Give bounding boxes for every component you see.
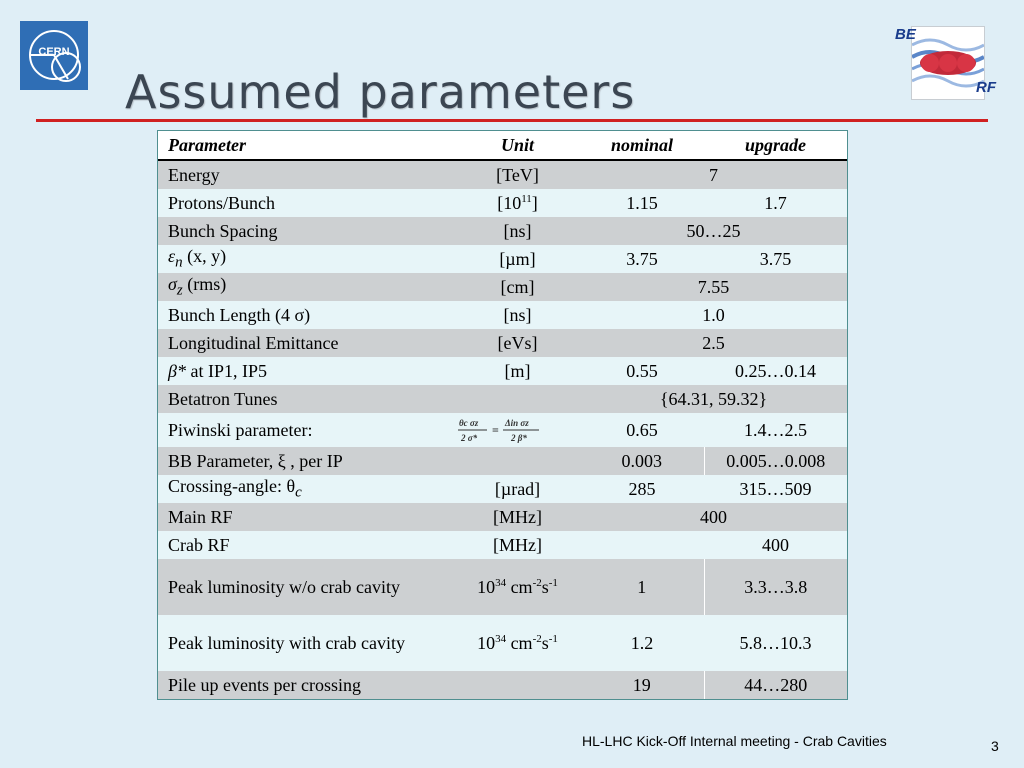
table-row (158, 615, 847, 671)
svg-text:2 β*: 2 β* (511, 433, 527, 443)
nominal-cell: 0.65 (580, 413, 704, 447)
unit-cell: [MHz] (455, 503, 580, 531)
unit-cell: [ns] (455, 301, 580, 329)
be-rf-logo-image (911, 26, 985, 100)
value-cell-merged: 7 (580, 160, 847, 189)
nominal-cell: 285 (580, 475, 704, 503)
svg-text:=: = (492, 423, 499, 437)
value-cell-merged: 7.55 (580, 273, 847, 301)
column-header-nominal: nominal (580, 131, 704, 160)
unit-cell: [MHz] (455, 531, 580, 559)
nominal-cell: 1 (580, 559, 704, 615)
upgrade-cell: 3.75 (704, 245, 847, 273)
value-cell-merged: 400 (580, 503, 847, 531)
param-cell: Bunch Length (4 σ) (158, 301, 455, 329)
column-header-upgrade: upgrade (704, 131, 847, 160)
upgrade-cell: 3.3…3.8 (704, 559, 847, 615)
column-header-parameter: Parameter (158, 131, 455, 160)
page-number: 3 (991, 738, 999, 754)
unit-cell: $10^{34}$ $cm^{-2}s^{-1}$ (455, 559, 580, 615)
nominal-cell: 0.55 (580, 357, 704, 385)
nominal-cell: 19 (580, 671, 704, 699)
logo-be-text: BE (895, 26, 916, 43)
param-cell: β* at IP1, IP5 (158, 357, 455, 385)
page-title: Assumed parameters (125, 64, 636, 119)
param-cell: Piwinski parameter: (158, 413, 455, 447)
upgrade-cell: 1.4…2.5 (704, 413, 847, 447)
param-cell: Longitudinal Emittance (158, 329, 455, 357)
param-cell: $\sigma_z$ (rms) (158, 273, 455, 301)
cern-logo (20, 21, 88, 90)
param-cell: Main RF (158, 503, 455, 531)
unit-cell: [µrad] (455, 475, 580, 503)
upgrade-cell: 5.8…10.3 (704, 615, 847, 671)
table-row (158, 273, 847, 301)
value-cell-merged: 50…25 (580, 217, 847, 245)
param-cell: Peak luminosity with crab cavity (158, 615, 455, 671)
unit-cell: [µm] (455, 245, 580, 273)
param-cell: Crossing-angle: $\theta_c$ (158, 475, 455, 503)
upgrade-cell: 315…509 (704, 475, 847, 503)
table-row (158, 357, 847, 385)
table-row (158, 245, 847, 273)
svg-text:2 σ*: 2 σ* (461, 433, 478, 443)
unit-cell: [cm] (455, 273, 580, 301)
upgrade-cell: 400 (704, 531, 847, 559)
table-row (158, 671, 847, 699)
nominal-cell (580, 531, 704, 559)
unit-cell: [eVs] (455, 329, 580, 357)
svg-text:Δin σz: Δin σz (505, 418, 529, 428)
unit-cell: [TeV] (455, 160, 580, 189)
footer-meeting-text: HL-LHC Kick-Off Internal meeting - Crab Cavities (582, 733, 887, 749)
param-cell: Energy (158, 160, 455, 189)
table-row (158, 301, 847, 329)
param-cell: $\varepsilon_n$ (x, y) (158, 245, 455, 273)
table-row (158, 160, 847, 189)
title-divider (36, 119, 988, 122)
table-row (158, 475, 847, 503)
value-cell-merged: 1.0 (580, 301, 847, 329)
table-header-row (158, 131, 847, 160)
value-cell-merged: {64.31, 59.32} (580, 385, 847, 413)
unit-cell (455, 385, 580, 413)
param-cell: Betatron Tunes (158, 385, 455, 413)
nominal-cell: 1.2 (580, 615, 704, 671)
upgrade-cell: 44…280 (704, 671, 847, 699)
unit-cell: $10^{34}$ $cm^{-2}s^{-1}$ (455, 615, 580, 671)
table-row (158, 503, 847, 531)
param-cell: Peak luminosity w/o crab cavity (158, 559, 455, 615)
unit-cell (455, 671, 580, 699)
unit-cell: $[10^{11}]$ (455, 189, 580, 217)
param-cell: BB Parameter, ξ , per IP (158, 447, 455, 475)
nominal-cell: 0.003 (580, 447, 704, 475)
cern-logo-text: CERN (38, 46, 70, 58)
nominal-cell: 3.75 (580, 245, 704, 273)
svg-text:θc σz: θc σz (459, 418, 479, 428)
param-cell: Crab RF (158, 531, 455, 559)
piwinski-formula-image (455, 413, 549, 447)
upgrade-cell: 0.25…0.14 (704, 357, 847, 385)
column-header-unit: Unit (455, 131, 580, 160)
piwinski-formula (455, 413, 580, 447)
table-row (158, 329, 847, 357)
upgrade-cell: 1.7 (704, 189, 847, 217)
logo-rf-text: RF (976, 79, 996, 96)
table-row (158, 447, 847, 475)
param-cell: Pile up events per crossing (158, 671, 455, 699)
table-row (158, 217, 847, 245)
table-row (158, 531, 847, 559)
be-rf-logo (893, 22, 996, 100)
param-cell: Bunch Spacing (158, 217, 455, 245)
unit-cell: [m] (455, 357, 580, 385)
nominal-cell: 1.15 (580, 189, 704, 217)
param-cell: Protons/Bunch (158, 189, 455, 217)
value-cell-merged: 2.5 (580, 329, 847, 357)
upgrade-cell: 0.005…0.008 (704, 447, 847, 475)
unit-cell (455, 447, 580, 475)
parameters-table (157, 130, 848, 700)
unit-cell: [ns] (455, 217, 580, 245)
table-row (158, 189, 847, 217)
table-row (158, 385, 847, 413)
table-row (158, 413, 847, 447)
table-row (158, 559, 847, 615)
